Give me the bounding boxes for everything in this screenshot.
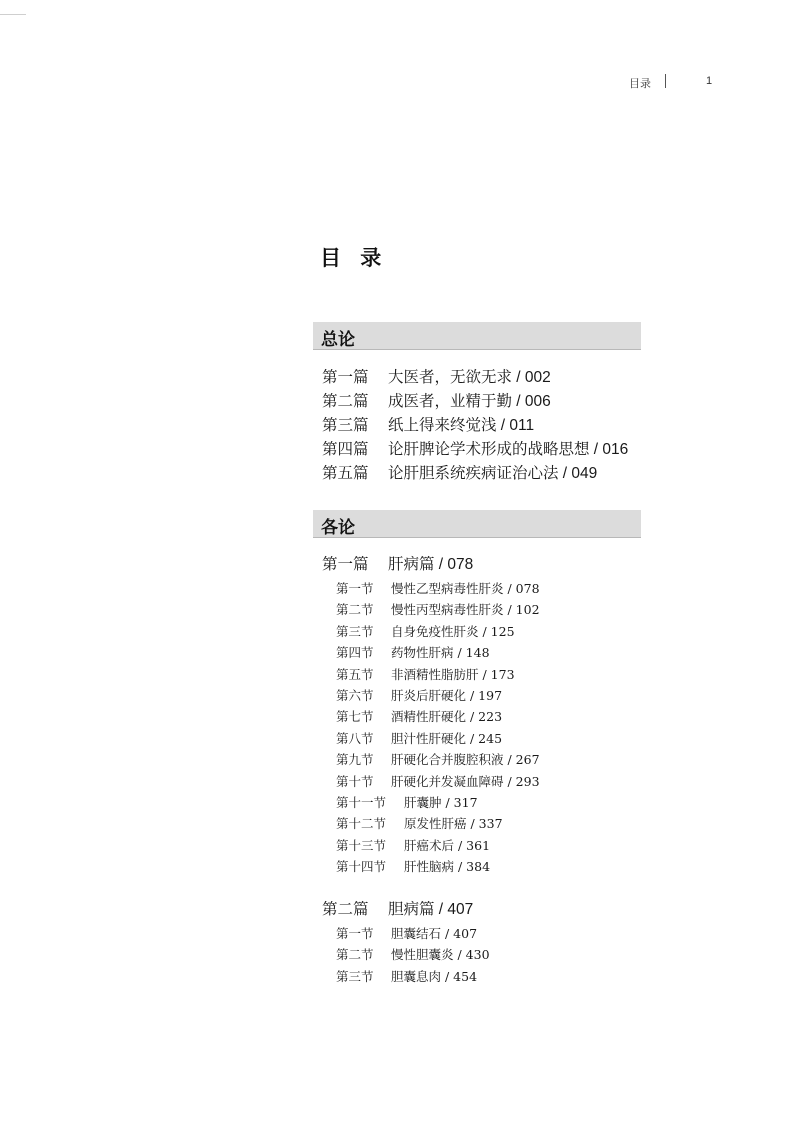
toc-entry[interactable] [322,366,628,390]
section-entry[interactable] [336,706,540,727]
section-label: 第十三节 [336,837,387,853]
section-text: 胆汁性肝硬化 / 245 [391,730,503,746]
section-entry[interactable] [336,966,490,987]
section-label: 第五节 [336,666,374,682]
entry-text: 论肝脾论学术形成的战略思想 / 016 [388,441,629,458]
section-label: 第二节 [336,602,374,618]
section-label: 第四节 [336,645,374,661]
section-heading-general [313,322,641,350]
entry-text: 大医者，无欲无求 / 002 [388,369,551,386]
section-text: 肝硬化并发凝血障碍 / 293 [391,773,540,789]
section-text: 胆囊结石 / 407 [391,926,478,941]
section-label: 第七节 [336,709,374,725]
running-head [0,75,800,89]
toc-entry[interactable] [322,414,628,438]
part-entry[interactable] [322,553,473,577]
running-head-divider [665,74,666,88]
section-text: 自身免疫性肝炎 / 125 [391,623,515,639]
section-label: 第三节 [336,968,374,984]
toc-entry[interactable] [322,438,628,462]
section-text: 慢性胆囊炎 / 430 [391,947,490,963]
entry-label: 第二篇 [322,393,369,410]
section-label: 第十二节 [336,816,387,832]
part-entry[interactable] [322,898,473,922]
toc-entry[interactable] [322,462,628,486]
section-text: 非酒精性脂肪肝 / 173 [391,666,515,682]
gallbladder-sections [336,923,490,987]
entry-label: 第一篇 [322,369,369,386]
section-entry[interactable] [336,642,540,663]
entry-label: 第五篇 [322,465,369,482]
section-entry[interactable] [336,728,540,749]
section-text: 酒精性肝硬化 / 223 [391,709,503,725]
section-entry[interactable] [336,792,540,813]
section-entry[interactable] [336,856,540,877]
section-label: 第一节 [336,581,374,596]
general-list [322,366,628,486]
section-heading-label: 总论 [321,330,355,350]
section-entry[interactable] [336,923,490,944]
section-entry[interactable] [336,749,540,770]
entry-label: 第三篇 [322,417,369,434]
section-label: 第九节 [336,752,374,768]
section-entry[interactable] [336,578,540,599]
section-text: 原发性肝癌 / 337 [404,816,503,832]
part-gallbladder [322,898,473,922]
section-label: 第十节 [336,773,374,789]
toc-entry[interactable] [322,390,628,414]
liver-sections [336,578,540,877]
entry-text: 论肝胆系统疾病证治心法 / 049 [388,465,598,482]
page-number: 1 [706,75,713,87]
part-label: 第一篇 [322,556,369,573]
section-entry[interactable] [336,835,540,856]
section-entry[interactable] [336,771,540,792]
section-label: 第六节 [336,687,374,703]
section-text: 肝硬化合并腹腔积液 / 267 [391,752,540,768]
section-heading-specific [313,510,641,538]
section-text: 胆囊息肉 / 454 [391,968,478,984]
section-label: 第十四节 [336,859,387,875]
section-entry[interactable] [336,599,540,620]
section-label: 第二节 [336,947,374,963]
part-liver [322,553,473,577]
section-entry[interactable] [336,944,490,965]
section-entry[interactable] [336,813,540,834]
part-text: 肝病篇 / 078 [388,556,474,573]
section-text: 慢性丙型病毒性肝炎 / 102 [391,602,540,618]
crop-mark [0,14,26,15]
part-text: 胆病篇 / 407 [388,901,474,918]
section-text: 慢性乙型病毒性肝炎 / 078 [391,581,540,596]
section-text: 药物性肝病 / 148 [391,645,490,661]
section-label: 第三节 [336,623,374,639]
part-label: 第二篇 [322,901,369,918]
running-head-title: 目录 [629,78,651,90]
section-label: 第八节 [336,730,374,746]
entry-label: 第四篇 [322,441,369,458]
section-label: 第十一节 [336,794,387,810]
section-label: 第一节 [336,926,374,941]
entry-text: 纸上得来终觉浅 / 011 [388,417,535,434]
section-entry[interactable] [336,621,540,642]
section-heading-label: 各论 [321,518,355,538]
entry-text: 成医者，业精于勤 / 006 [388,393,551,410]
section-entry[interactable] [336,685,540,706]
section-text: 肝炎后肝硬化 / 197 [391,687,503,703]
toc-title: 目 录 [320,245,388,270]
section-entry[interactable] [336,664,540,685]
section-text: 肝癌术后 / 361 [404,837,491,853]
section-text: 肝囊肿 / 317 [404,794,478,810]
section-text: 肝性脑病 / 384 [404,859,491,875]
